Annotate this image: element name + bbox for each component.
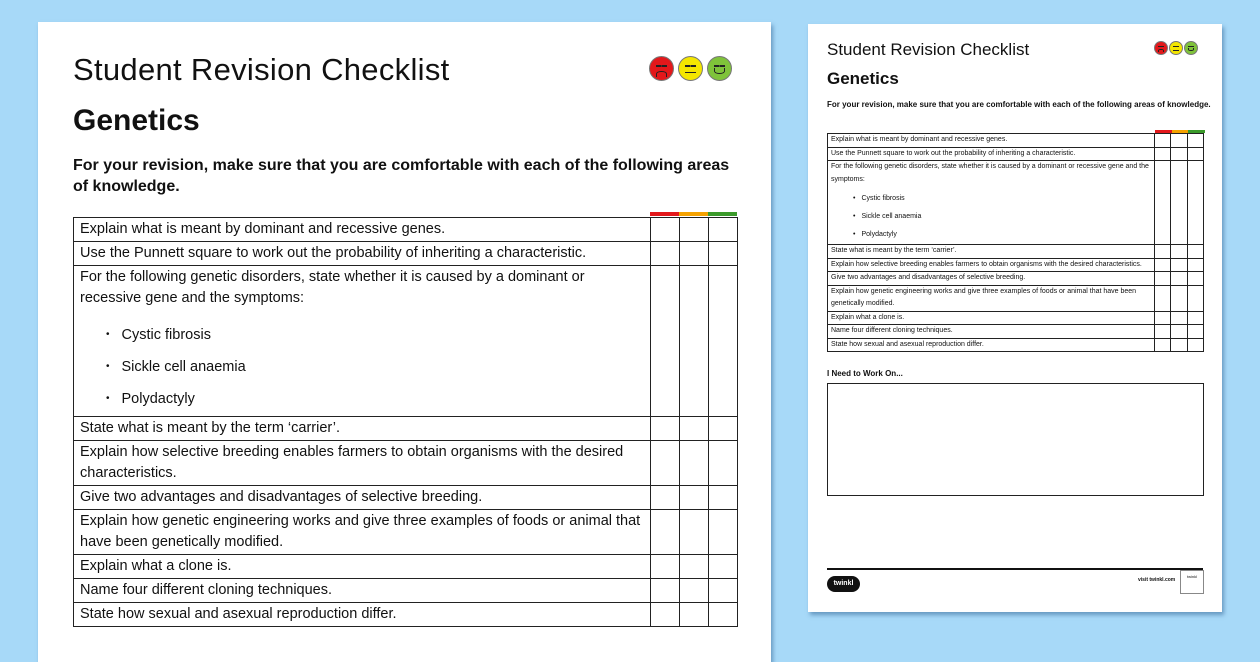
checklist-item	[74, 441, 651, 486]
rating-faces	[1154, 41, 1198, 55]
checklist-item-text: Explain how selective breeding enables farmers to obtain organisms with the desired characteristics.	[80, 444, 624, 481]
checklist-row	[828, 161, 1204, 245]
rating-cell-red[interactable]	[651, 242, 680, 266]
checklist-row	[828, 147, 1204, 161]
checklist-item	[828, 311, 1155, 325]
checklist-row	[74, 266, 738, 417]
happy-face-icon	[707, 56, 732, 81]
rating-bar	[708, 212, 737, 216]
rating-cell-amber[interactable]	[680, 266, 709, 417]
rating-cell-red[interactable]	[1154, 325, 1171, 339]
work-on-box	[827, 383, 1204, 496]
neutral-face-icon	[678, 56, 703, 81]
rating-cell-amber[interactable]	[680, 555, 709, 579]
subject-heading: Genetics	[73, 104, 200, 137]
rating-cell-green[interactable]	[709, 242, 738, 266]
checklist-item-text: Explain how genetic engineering works and give three examples of foods or animal that have been genetically modified.	[80, 513, 641, 550]
checklist-item	[828, 134, 1155, 148]
checklist-item-text: Name four different cloning techniques.	[831, 327, 953, 334]
checklist-item-text: State what is meant by the term ‘carrier’.	[80, 420, 341, 436]
checklist-item	[74, 218, 651, 242]
rating-cell-amber[interactable]	[1171, 311, 1188, 325]
rating-cell-red[interactable]	[651, 579, 680, 603]
checklist-item	[74, 417, 651, 441]
checklist-table	[827, 133, 1204, 352]
rating-cell-green[interactable]	[1187, 134, 1204, 148]
footer-divider	[827, 568, 1203, 570]
checklist-item-text: Give two advantages and disadvantages of selective breeding.	[80, 489, 483, 505]
rating-cell-green[interactable]	[709, 266, 738, 417]
checklist-table	[73, 217, 738, 627]
rating-cell-amber[interactable]	[1171, 338, 1188, 352]
checklist-item	[828, 272, 1155, 286]
checklist-row	[828, 134, 1204, 148]
rating-faces	[649, 56, 732, 81]
rating-cell-green[interactable]	[709, 603, 738, 627]
checklist-row	[74, 441, 738, 486]
rating-cell-red[interactable]	[651, 555, 680, 579]
rating-cell-green[interactable]	[1187, 325, 1204, 339]
rating-cell-green[interactable]	[709, 555, 738, 579]
checklist-item-text: Use the Punnett square to work out the probability of inheriting a characteristic.	[831, 149, 1076, 157]
rating-cell-green[interactable]	[709, 579, 738, 603]
checklist-row	[74, 579, 738, 603]
checklist-item	[828, 147, 1155, 161]
checklist-item-text: State how sexual and asexual reproduction differ.	[831, 340, 984, 348]
rating-cell-green[interactable]	[1187, 258, 1204, 272]
intro-text: For your revision, make sure that you are comfortable with each of the following areas of knowledge.	[73, 157, 730, 195]
rating-cell-amber[interactable]	[680, 579, 709, 603]
checklist-row	[828, 245, 1204, 259]
checklist-item	[74, 242, 651, 266]
rating-bar	[650, 212, 679, 216]
sad-face-icon	[649, 56, 674, 81]
rating-cell-green[interactable]	[1187, 285, 1204, 311]
checklist-row	[74, 603, 738, 627]
rating-cell-red[interactable]	[651, 218, 680, 242]
twinkl-logo: twinkl	[827, 576, 860, 592]
checklist-row	[828, 258, 1204, 272]
intro-text: For your revision, make sure that you are comfortable with each of the following areas of knowledge.	[827, 100, 1211, 109]
checklist-row	[74, 510, 738, 555]
rating-cell-amber[interactable]	[680, 486, 709, 510]
rating-cell-red[interactable]	[1154, 147, 1171, 161]
bullet-item: • Polydactyly	[106, 383, 644, 415]
rating-cell-red[interactable]	[651, 266, 680, 417]
document-title: Student Revision Checklist	[827, 40, 1030, 59]
rating-cell-amber[interactable]	[1171, 147, 1188, 161]
bullet-item: • Sickle cell anaemia	[106, 351, 644, 383]
rating-cell-green[interactable]	[709, 510, 738, 555]
rating-bar	[679, 212, 708, 216]
rating-cell-amber[interactable]	[680, 441, 709, 486]
rating-cell-amber[interactable]	[1171, 258, 1188, 272]
rating-cell-red[interactable]	[1154, 311, 1171, 325]
bullet-item: • Cystic fibrosis	[853, 190, 1151, 208]
checklist-row	[828, 338, 1204, 352]
rating-cell-amber[interactable]	[1171, 272, 1188, 286]
checklist-row	[828, 285, 1204, 311]
rating-cell-red[interactable]	[1154, 272, 1171, 286]
checklist-item	[74, 510, 651, 555]
checklist-row	[828, 325, 1204, 339]
rating-cell-amber[interactable]	[1171, 325, 1188, 339]
checklist-item-text: For the following genetic disorders, state whether it is caused by a dominant or recessive gene and the symptoms:	[80, 269, 585, 306]
checklist-item	[74, 555, 651, 579]
bullet-item: • Sickle cell anaemia	[853, 208, 1151, 226]
rating-cell-amber[interactable]	[680, 510, 709, 555]
rating-cell-red[interactable]	[1154, 258, 1171, 272]
checklist-row	[74, 417, 738, 441]
rating-cell-green[interactable]	[1187, 245, 1204, 259]
checklist-item	[74, 486, 651, 510]
checklist-row	[74, 555, 738, 579]
checklist-row	[74, 486, 738, 510]
checklist-row	[828, 311, 1204, 325]
rating-cell-red[interactable]	[1154, 245, 1171, 259]
rating-cell-green[interactable]	[1187, 311, 1204, 325]
checklist-item-text: Explain how selective breeding enables farmers to obtain organisms with the desired characteristics.	[831, 260, 1142, 268]
rating-cell-red[interactable]	[1154, 285, 1171, 311]
checklist-item	[828, 325, 1155, 339]
rating-cell-amber[interactable]	[1171, 245, 1188, 259]
sad-face-icon	[1154, 41, 1168, 55]
rating-cell-amber[interactable]	[1171, 285, 1188, 311]
checklist-item	[828, 245, 1155, 259]
rating-cell-amber[interactable]	[1171, 134, 1188, 148]
checklist-row	[74, 242, 738, 266]
visit-link: visit twinkl.com	[1138, 577, 1176, 583]
rating-cell-green[interactable]	[709, 218, 738, 242]
checklist-item-text: Explain what is meant by dominant and recessive genes.	[80, 221, 446, 237]
checklist-item-text: Use the Punnett square to work out the probability of inheriting a characteristic.	[80, 245, 587, 261]
rating-cell-red[interactable]	[1154, 338, 1171, 352]
rating-cell-green[interactable]	[709, 441, 738, 486]
work-on-label: I Need to Work On...	[827, 369, 903, 378]
rating-cell-amber[interactable]	[680, 417, 709, 441]
rating-cell-amber[interactable]	[680, 603, 709, 627]
rating-cell-red[interactable]	[651, 417, 680, 441]
checklist-item-text: Explain what is meant by dominant and recessive genes.	[831, 136, 1008, 143]
checklist-item	[74, 266, 651, 417]
bullet-item: • Cystic fibrosis	[106, 319, 644, 351]
checklist-item-text: Explain what a clone is.	[831, 313, 905, 321]
rating-cell-green[interactable]	[1187, 338, 1204, 352]
checklist-item	[828, 338, 1155, 352]
rating-cell-green[interactable]	[709, 486, 738, 510]
checklist-item-text: Explain how genetic engineering works and give three examples of foods or animal that have been genetically modified.	[831, 287, 1137, 307]
checklist-item-text: For the following genetic disorders, state whether it is caused by a dominant or recessive gene and the symptoms:	[831, 163, 1149, 183]
page-preview-full	[808, 24, 1222, 612]
page-preview-large	[38, 22, 771, 662]
rating-cell-red[interactable]	[651, 603, 680, 627]
rating-cell-amber[interactable]	[1171, 161, 1188, 245]
rating-cell-red[interactable]	[651, 441, 680, 486]
checklist-item	[828, 285, 1155, 311]
checklist-item-text: Give two advantages and disadvantages of selective breeding.	[831, 274, 1026, 281]
bullet-item: • Polydactyly	[853, 226, 1151, 244]
rating-cell-green[interactable]	[1187, 272, 1204, 286]
rating-cell-red[interactable]	[651, 486, 680, 510]
checklist-row	[74, 218, 738, 242]
checklist-item-text: State how sexual and asexual reproduction differ.	[80, 606, 397, 622]
rating-cell-green[interactable]	[1187, 161, 1204, 245]
rating-cell-green[interactable]	[1187, 147, 1204, 161]
checklist-row	[828, 272, 1204, 286]
document-title: Student Revision Checklist	[73, 52, 450, 87]
rating-cell-amber[interactable]	[680, 242, 709, 266]
checklist-item	[828, 161, 1155, 245]
rating-cell-green[interactable]	[709, 417, 738, 441]
checklist-item	[74, 603, 651, 627]
happy-face-icon	[1184, 41, 1198, 55]
rating-cell-red[interactable]	[1154, 161, 1171, 245]
rating-cell-red[interactable]	[651, 510, 680, 555]
subject-heading: Genetics	[827, 69, 899, 88]
twinkl-badge: twinkl	[1180, 570, 1204, 594]
checklist-item-text: Explain what a clone is.	[80, 558, 232, 574]
checklist-item	[828, 258, 1155, 272]
neutral-face-icon	[1169, 41, 1183, 55]
checklist-item-text: Name four different cloning techniques.	[80, 582, 333, 598]
rating-cell-amber[interactable]	[680, 218, 709, 242]
checklist-item	[74, 579, 651, 603]
rating-cell-red[interactable]	[1154, 134, 1171, 148]
checklist-item-text: State what is meant by the term ‘carrier’.	[831, 247, 957, 254]
rating-color-bars	[650, 212, 737, 216]
